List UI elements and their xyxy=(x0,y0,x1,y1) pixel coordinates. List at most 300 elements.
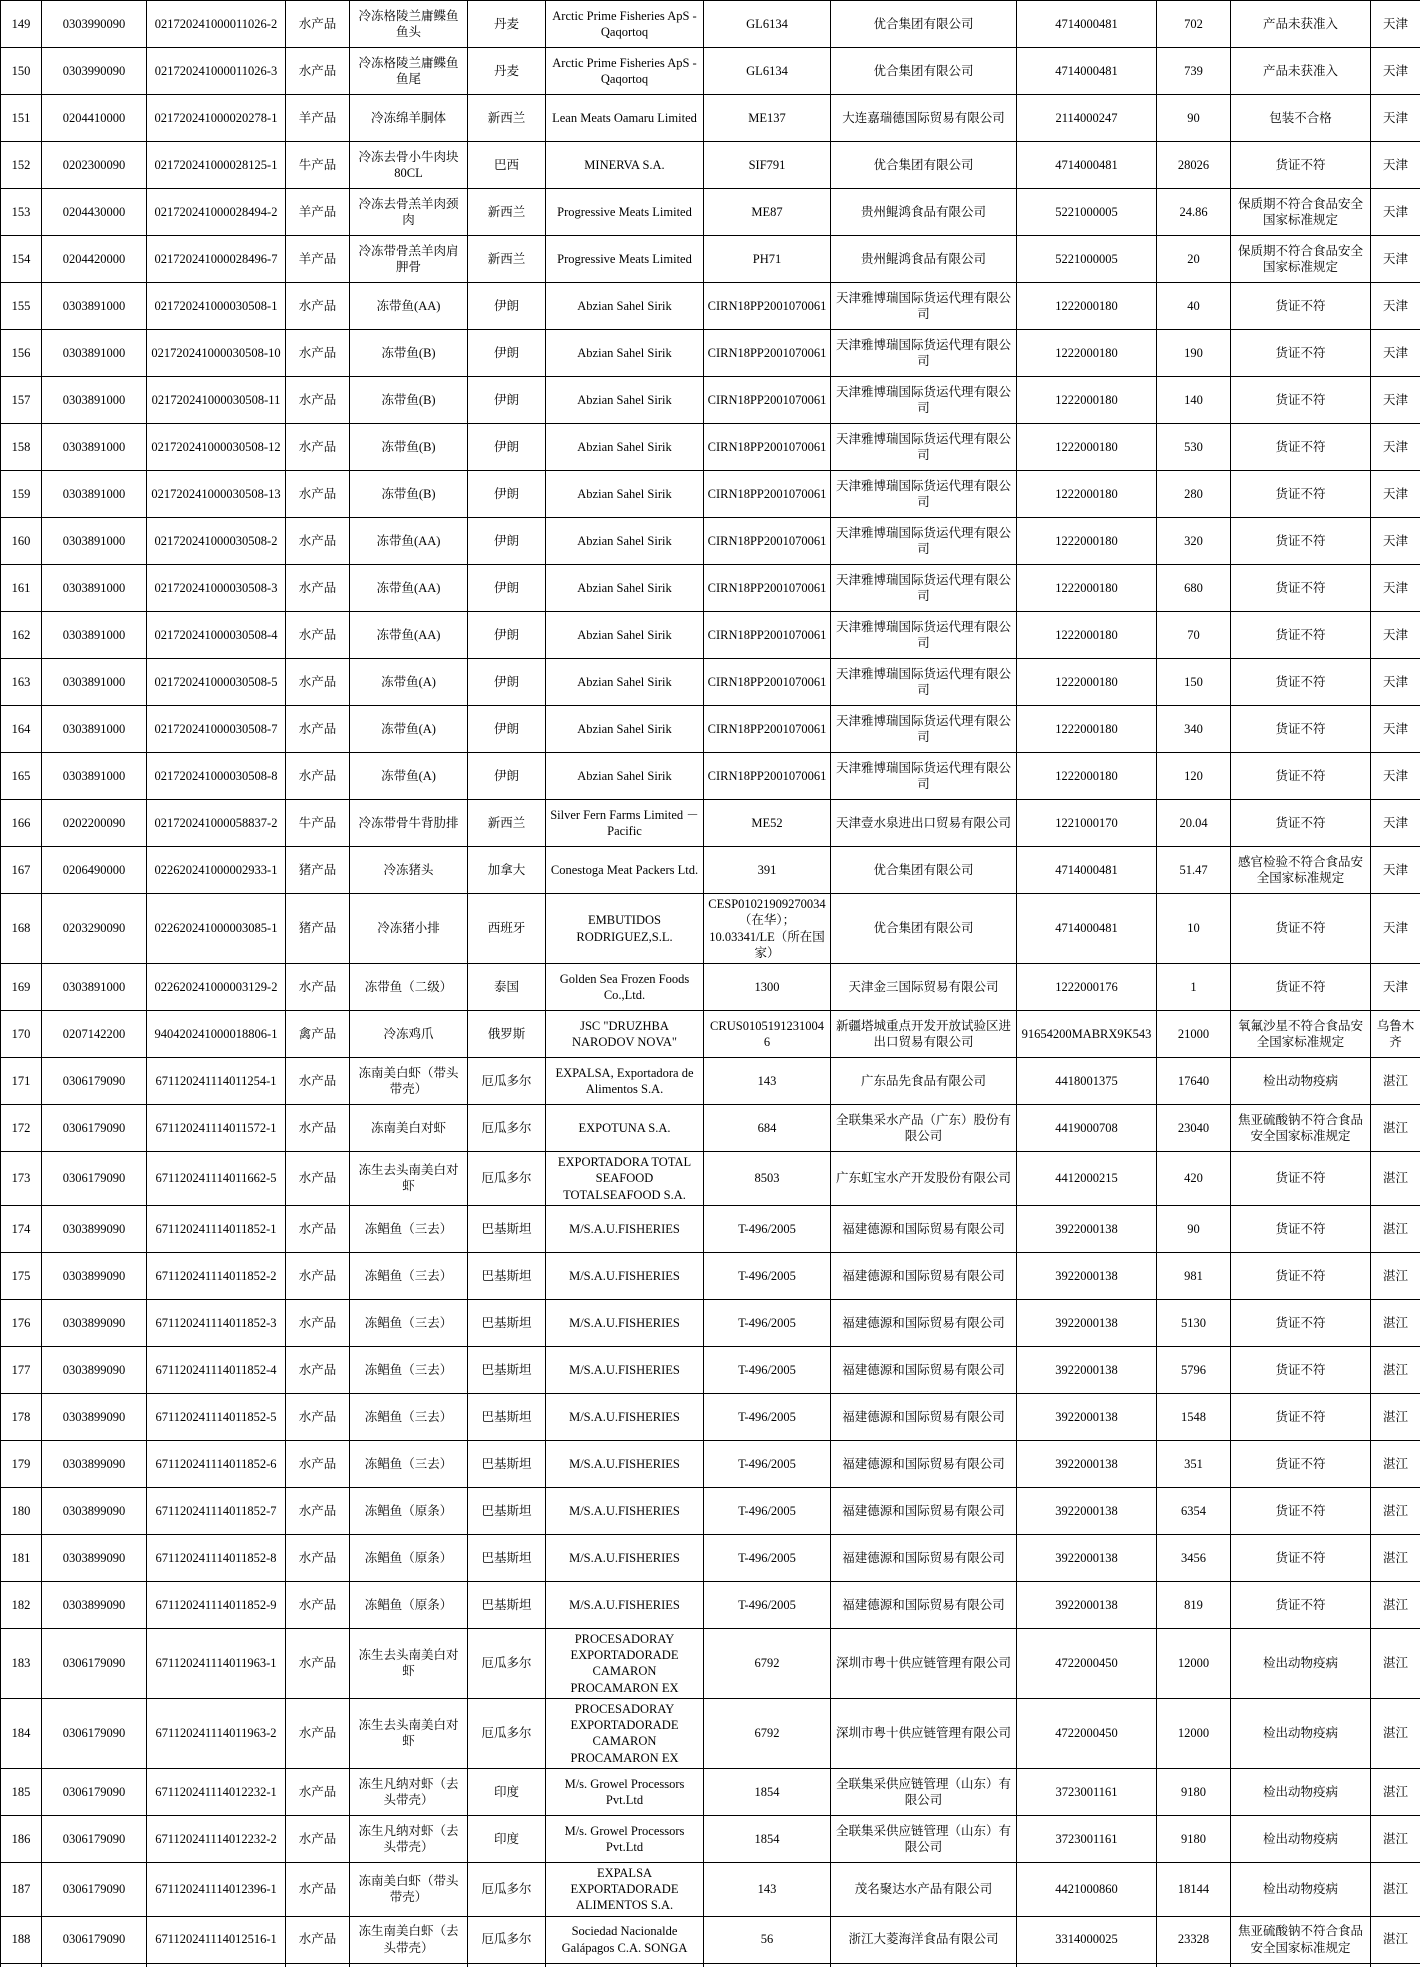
cell-port: 天津 xyxy=(1371,964,1420,1011)
cell-unqualified-reason: 氧氟沙星不符合食品安全国家标准规定 xyxy=(1231,1011,1371,1058)
cell-entry-number: 671120241114011852-7 xyxy=(147,1487,286,1534)
cell-product-name: 冷冻格陵兰庸鲽鱼鱼尾 xyxy=(350,48,468,95)
table-row xyxy=(1,1487,1420,1534)
cell-manufacturer: EXPALSA EXPORTADORADE ALIMENTOS S.A. xyxy=(546,1862,704,1916)
cell-importer-code: 4421000860 xyxy=(1017,1862,1157,1916)
cell-registration-number: CIRN18PP2001070061 xyxy=(704,753,831,800)
cell-hs-code: 0303891000 xyxy=(42,753,147,800)
cell-hs-code: 0303899090 xyxy=(42,1346,147,1393)
cell-quantity: 40 xyxy=(1157,283,1231,330)
cell-manufacturer: Abzian Sahel Sirik xyxy=(546,565,704,612)
cell-entry-number: 671120241114011852-2 xyxy=(147,1252,286,1299)
cell-registration-number: 391 xyxy=(704,847,831,894)
cell-manufacturer: EXPOTUNA S.A. xyxy=(546,1105,704,1152)
cell-importer: 天津雅博瑞国际货运代理有限公司 xyxy=(831,612,1017,659)
cell-hs-code: 0303891000 xyxy=(42,964,147,1011)
cell-origin-country: 印度 xyxy=(468,1815,546,1862)
cell-origin-country: 厄瓜多尔 xyxy=(468,1105,546,1152)
cell-hs-code: 0303891000 xyxy=(42,706,147,753)
cell-product-category: 水产品 xyxy=(286,377,350,424)
cell-row-index: 165 xyxy=(1,753,42,800)
cell-origin-country: 伊朗 xyxy=(468,377,546,424)
cell-row-index: 174 xyxy=(1,1205,42,1252)
cell-product-category: 水产品 xyxy=(286,1105,350,1152)
cell-unqualified-reason: 货证不符 xyxy=(1231,800,1371,847)
cell-registration-number: CESP01021909270034（在华）；10.03341/LE（所在国家） xyxy=(704,894,831,964)
cell-manufacturer: Abzian Sahel Sirik xyxy=(546,612,704,659)
cell-product-category: 禽产品 xyxy=(286,1011,350,1058)
cell-product-category: 羊产品 xyxy=(286,189,350,236)
cell-entry-number: 021720241000030508-5 xyxy=(147,659,286,706)
cell-product-name: 冻鲳鱼（三去） xyxy=(350,1252,468,1299)
cell-manufacturer: Golden Sea Frozen Foods Co.,Ltd. xyxy=(546,964,704,1011)
table-row xyxy=(1,1058,1420,1105)
table-row xyxy=(1,236,1420,283)
cell-quantity: 150 xyxy=(1157,659,1231,706)
cell-origin-country: 伊朗 xyxy=(468,753,546,800)
cell-row-index: 177 xyxy=(1,1346,42,1393)
cell-row-index: 180 xyxy=(1,1487,42,1534)
cell-row-index: 156 xyxy=(1,330,42,377)
cell-registration-number: CIRN18PP2001070061 xyxy=(704,706,831,753)
cell-unqualified-reason: 货证不符 xyxy=(1231,894,1371,964)
cell-registration-number: 1300 xyxy=(704,964,831,1011)
cell-manufacturer: M/S.A.U.FISHERIES xyxy=(546,1581,704,1628)
cell-port: 天津 xyxy=(1371,659,1420,706)
table-row xyxy=(1,95,1420,142)
cell-port: 天津 xyxy=(1371,424,1420,471)
table-row xyxy=(1,1393,1420,1440)
cell-quantity: 280 xyxy=(1157,471,1231,518)
cell-registration-number: ME87 xyxy=(704,189,831,236)
cell-port: 湛江 xyxy=(1371,1628,1420,1698)
cell-product-category: 水产品 xyxy=(286,1205,350,1252)
cell-unqualified-reason: 货证不符 xyxy=(1231,659,1371,706)
cell-product-name: 冻带鱼(B) xyxy=(350,377,468,424)
cell-row-index: 152 xyxy=(1,142,42,189)
cell-unqualified-reason: 货证不符 xyxy=(1231,471,1371,518)
cell-quantity: 12000 xyxy=(1157,1698,1231,1768)
cell-importer: 福建德源和国际贸易有限公司 xyxy=(831,1393,1017,1440)
cell-entry-number: 021720241000030508-1 xyxy=(147,283,286,330)
cell-hs-code: 0303899090 xyxy=(42,1299,147,1346)
cell-hs-code: 0204430000 xyxy=(42,189,147,236)
cell-unqualified-reason: 感官检验不符合食品安全国家标准规定 xyxy=(1231,847,1371,894)
cell-empty xyxy=(1371,1963,1420,1967)
cell-row-index: 169 xyxy=(1,964,42,1011)
cell-origin-country: 厄瓜多尔 xyxy=(468,1152,546,1206)
cell-registration-number: SIF791 xyxy=(704,142,831,189)
cell-importer-code: 3723001161 xyxy=(1017,1768,1157,1815)
cell-port: 湛江 xyxy=(1371,1346,1420,1393)
cell-product-name: 冻生去头南美白对虾 xyxy=(350,1628,468,1698)
cell-quantity: 10 xyxy=(1157,894,1231,964)
cell-product-name: 冷冻猪头 xyxy=(350,847,468,894)
cell-importer-code: 3922000138 xyxy=(1017,1205,1157,1252)
cell-origin-country: 俄罗斯 xyxy=(468,1011,546,1058)
cell-product-name: 冻生去头南美白对虾 xyxy=(350,1698,468,1768)
cell-origin-country: 印度 xyxy=(468,1768,546,1815)
cell-importer-code: 3922000138 xyxy=(1017,1299,1157,1346)
cell-row-index: 176 xyxy=(1,1299,42,1346)
cell-hs-code: 0303891000 xyxy=(42,471,147,518)
table-row xyxy=(1,847,1420,894)
cell-importer: 全联集采水产品（广东）股份有限公司 xyxy=(831,1105,1017,1152)
cell-manufacturer: EXPORTADORA TOTAL SEAFOOD TOTALSEAFOOD S.A. xyxy=(546,1152,704,1206)
table-row xyxy=(1,424,1420,471)
cell-product-name: 冷冻去骨羔羊肉颈肉 xyxy=(350,189,468,236)
cell-manufacturer: MINERVA S.A. xyxy=(546,142,704,189)
table-row xyxy=(1,1698,1420,1768)
cell-hs-code: 0303990090 xyxy=(42,1,147,48)
cell-product-category: 牛产品 xyxy=(286,800,350,847)
cell-registration-number: 56 xyxy=(704,1916,831,1963)
cell-origin-country: 伊朗 xyxy=(468,283,546,330)
cell-registration-number: CIRN18PP2001070061 xyxy=(704,471,831,518)
cell-origin-country: 西班牙 xyxy=(468,894,546,964)
table-row xyxy=(1,377,1420,424)
cell-row-index: 178 xyxy=(1,1393,42,1440)
cell-registration-number: ME137 xyxy=(704,95,831,142)
cell-hs-code: 0303899090 xyxy=(42,1440,147,1487)
cell-entry-number: 671120241114011852-1 xyxy=(147,1205,286,1252)
cell-importer-code: 1221000170 xyxy=(1017,800,1157,847)
cell-product-category: 水产品 xyxy=(286,1152,350,1206)
cell-origin-country: 伊朗 xyxy=(468,471,546,518)
cell-entry-number: 022620241000002933-1 xyxy=(147,847,286,894)
cell-importer-code: 1222000180 xyxy=(1017,612,1157,659)
cell-row-index: 179 xyxy=(1,1440,42,1487)
cell-importer: 福建德源和国际贸易有限公司 xyxy=(831,1252,1017,1299)
cell-manufacturer: Abzian Sahel Sirik xyxy=(546,377,704,424)
cell-port: 天津 xyxy=(1371,565,1420,612)
cell-row-index: 183 xyxy=(1,1628,42,1698)
cell-registration-number: CIRN18PP2001070061 xyxy=(704,518,831,565)
cell-importer-code: 4714000481 xyxy=(1017,142,1157,189)
cell-row-index: 162 xyxy=(1,612,42,659)
cell-manufacturer: Abzian Sahel Sirik xyxy=(546,283,704,330)
cell-origin-country: 巴基斯坦 xyxy=(468,1534,546,1581)
cell-port: 湛江 xyxy=(1371,1768,1420,1815)
cell-product-name: 冻鲳鱼（原条） xyxy=(350,1534,468,1581)
cell-product-category: 猪产品 xyxy=(286,894,350,964)
cell-importer-code: 4722000450 xyxy=(1017,1698,1157,1768)
table-row xyxy=(1,48,1420,95)
cell-registration-number: 8503 xyxy=(704,1152,831,1206)
cell-unqualified-reason: 检出动物疫病 xyxy=(1231,1698,1371,1768)
cell-quantity: 680 xyxy=(1157,565,1231,612)
cell-importer-code: 4722000450 xyxy=(1017,1628,1157,1698)
cell-origin-country: 丹麦 xyxy=(468,1,546,48)
cell-registration-number: 6792 xyxy=(704,1698,831,1768)
cell-hs-code: 0203290090 xyxy=(42,894,147,964)
cell-registration-number: 143 xyxy=(704,1862,831,1916)
cell-entry-number: 021720241000028496-7 xyxy=(147,236,286,283)
cell-entry-number: 021720241000028494-2 xyxy=(147,189,286,236)
cell-product-name: 冷冻格陵兰庸鲽鱼鱼头 xyxy=(350,1,468,48)
cell-manufacturer: M/s. Growel Processors Pvt.Ltd xyxy=(546,1815,704,1862)
cell-importer: 天津雅博瑞国际货运代理有限公司 xyxy=(831,424,1017,471)
cell-empty xyxy=(546,1963,704,1967)
cell-row-index: 160 xyxy=(1,518,42,565)
cell-manufacturer: M/S.A.U.FISHERIES xyxy=(546,1346,704,1393)
cell-origin-country: 厄瓜多尔 xyxy=(468,1628,546,1698)
table-row xyxy=(1,800,1420,847)
cell-unqualified-reason: 货证不符 xyxy=(1231,1152,1371,1206)
cell-importer-code: 1222000180 xyxy=(1017,518,1157,565)
cell-manufacturer: EMBUTIDOS RODRIGUEZ,S.L. xyxy=(546,894,704,964)
cell-unqualified-reason: 货证不符 xyxy=(1231,1487,1371,1534)
cell-hs-code: 0303990090 xyxy=(42,48,147,95)
cell-row-index: 186 xyxy=(1,1815,42,1862)
cell-product-category: 水产品 xyxy=(286,1299,350,1346)
cell-unqualified-reason: 保质期不符合食品安全国家标准规定 xyxy=(1231,189,1371,236)
cell-importer-code: 2114000247 xyxy=(1017,95,1157,142)
cell-port: 天津 xyxy=(1371,612,1420,659)
cell-product-category: 水产品 xyxy=(286,706,350,753)
cell-unqualified-reason: 检出动物疫病 xyxy=(1231,1768,1371,1815)
cell-quantity: 420 xyxy=(1157,1152,1231,1206)
cell-empty xyxy=(286,1963,350,1967)
cell-importer-code: 1222000180 xyxy=(1017,659,1157,706)
table-row xyxy=(1,1152,1420,1206)
cell-product-category: 水产品 xyxy=(286,659,350,706)
cell-unqualified-reason: 产品未获准入 xyxy=(1231,1,1371,48)
cell-product-name: 冻鲳鱼（三去） xyxy=(350,1393,468,1440)
cell-row-index: 184 xyxy=(1,1698,42,1768)
cell-product-name: 冻带鱼(A) xyxy=(350,753,468,800)
cell-importer-code: 4714000481 xyxy=(1017,1,1157,48)
cell-quantity: 28026 xyxy=(1157,142,1231,189)
cell-row-index: 167 xyxy=(1,847,42,894)
cell-importer-code: 4714000481 xyxy=(1017,847,1157,894)
cell-port: 湛江 xyxy=(1371,1058,1420,1105)
cell-port: 乌鲁木齐 xyxy=(1371,1011,1420,1058)
cell-hs-code: 0306179090 xyxy=(42,1862,147,1916)
cell-hs-code: 0303891000 xyxy=(42,565,147,612)
cell-port: 湛江 xyxy=(1371,1440,1420,1487)
table-row xyxy=(1,894,1420,964)
cell-product-name: 冻南美白虾（带头带壳） xyxy=(350,1058,468,1105)
cell-importer-code: 3922000138 xyxy=(1017,1393,1157,1440)
cell-origin-country: 巴基斯坦 xyxy=(468,1393,546,1440)
cell-importer: 天津壹水泉进出口贸易有限公司 xyxy=(831,800,1017,847)
cell-unqualified-reason: 货证不符 xyxy=(1231,330,1371,377)
cell-entry-number: 021720241000030508-11 xyxy=(147,377,286,424)
cell-importer: 广东虹宝水产开发股份有限公司 xyxy=(831,1152,1017,1206)
cell-origin-country: 巴基斯坦 xyxy=(468,1346,546,1393)
cell-unqualified-reason: 货证不符 xyxy=(1231,706,1371,753)
cell-hs-code: 0303891000 xyxy=(42,424,147,471)
cell-unqualified-reason: 货证不符 xyxy=(1231,424,1371,471)
cell-product-category: 水产品 xyxy=(286,1346,350,1393)
cell-row-index: 185 xyxy=(1,1768,42,1815)
cell-product-name: 冻南美白虾（带头带壳） xyxy=(350,1862,468,1916)
partial-cropped-row xyxy=(1,1963,1420,1967)
cell-port: 天津 xyxy=(1371,706,1420,753)
table-row xyxy=(1,1815,1420,1862)
cell-entry-number: 671120241114011254-1 xyxy=(147,1058,286,1105)
cell-importer: 全联集采供应链管理（山东）有限公司 xyxy=(831,1815,1017,1862)
table-row xyxy=(1,706,1420,753)
cell-importer-code: 1222000180 xyxy=(1017,565,1157,612)
cell-registration-number: PH71 xyxy=(704,236,831,283)
cell-hs-code: 0202200090 xyxy=(42,800,147,847)
cell-entry-number: 671120241114011572-1 xyxy=(147,1105,286,1152)
cell-importer-code: 4412000215 xyxy=(1017,1152,1157,1206)
cell-manufacturer: Lean Meats Oamaru Limited xyxy=(546,95,704,142)
cell-port: 天津 xyxy=(1371,847,1420,894)
cell-unqualified-reason: 货证不符 xyxy=(1231,565,1371,612)
cell-port: 天津 xyxy=(1371,48,1420,95)
cell-manufacturer: Abzian Sahel Sirik xyxy=(546,330,704,377)
cell-quantity: 20 xyxy=(1157,236,1231,283)
cell-port: 天津 xyxy=(1371,95,1420,142)
cell-importer: 深圳市粤十供应链管理有限公司 xyxy=(831,1698,1017,1768)
cell-product-category: 水产品 xyxy=(286,1440,350,1487)
cell-hs-code: 0303899090 xyxy=(42,1487,147,1534)
cell-registration-number: 143 xyxy=(704,1058,831,1105)
cell-registration-number: CIRN18PP2001070061 xyxy=(704,612,831,659)
cell-row-index: 168 xyxy=(1,894,42,964)
cell-port: 湛江 xyxy=(1371,1252,1420,1299)
cell-port: 湛江 xyxy=(1371,1487,1420,1534)
cell-manufacturer: Abzian Sahel Sirik xyxy=(546,424,704,471)
cell-registration-number: T-496/2005 xyxy=(704,1440,831,1487)
cell-hs-code: 0303899090 xyxy=(42,1393,147,1440)
cell-row-index: 166 xyxy=(1,800,42,847)
cell-row-index: 155 xyxy=(1,283,42,330)
cell-unqualified-reason: 货证不符 xyxy=(1231,1299,1371,1346)
cell-port: 天津 xyxy=(1371,236,1420,283)
cell-quantity: 530 xyxy=(1157,424,1231,471)
cell-entry-number: 021720241000058837-2 xyxy=(147,800,286,847)
cell-importer-code: 1222000180 xyxy=(1017,283,1157,330)
cell-importer: 优合集团有限公司 xyxy=(831,48,1017,95)
cell-empty xyxy=(1231,1963,1371,1967)
cell-importer-code: 1222000180 xyxy=(1017,424,1157,471)
cell-importer-code: 1222000180 xyxy=(1017,471,1157,518)
cell-origin-country: 巴基斯坦 xyxy=(468,1252,546,1299)
cell-registration-number: 6792 xyxy=(704,1628,831,1698)
cell-hs-code: 0306179090 xyxy=(42,1628,147,1698)
cell-row-index: 188 xyxy=(1,1916,42,1963)
cell-product-name: 冻带鱼(B) xyxy=(350,424,468,471)
cell-entry-number: 671120241114011963-2 xyxy=(147,1698,286,1768)
cell-product-category: 水产品 xyxy=(286,1698,350,1768)
cell-unqualified-reason: 货证不符 xyxy=(1231,1534,1371,1581)
cell-row-index: 175 xyxy=(1,1252,42,1299)
cell-importer: 优合集团有限公司 xyxy=(831,847,1017,894)
cell-entry-number: 671120241114011852-9 xyxy=(147,1581,286,1628)
cell-registration-number: GL6134 xyxy=(704,48,831,95)
table-row xyxy=(1,1768,1420,1815)
cell-origin-country: 伊朗 xyxy=(468,518,546,565)
cell-importer: 天津雅博瑞国际货运代理有限公司 xyxy=(831,471,1017,518)
cell-manufacturer: M/s. Growel Processors Pvt.Ltd xyxy=(546,1768,704,1815)
cell-unqualified-reason: 货证不符 xyxy=(1231,753,1371,800)
cell-hs-code: 0306179090 xyxy=(42,1058,147,1105)
cell-port: 湛江 xyxy=(1371,1916,1420,1963)
cell-product-name: 冻生去头南美白对虾 xyxy=(350,1152,468,1206)
cell-origin-country: 伊朗 xyxy=(468,330,546,377)
cell-importer: 优合集团有限公司 xyxy=(831,142,1017,189)
cell-registration-number: CIRN18PP2001070061 xyxy=(704,330,831,377)
cell-importer: 新疆塔城重点开发开放试验区进出口贸易有限公司 xyxy=(831,1011,1017,1058)
cell-quantity: 24.86 xyxy=(1157,189,1231,236)
cell-unqualified-reason: 检出动物疫病 xyxy=(1231,1628,1371,1698)
cell-unqualified-reason: 货证不符 xyxy=(1231,377,1371,424)
cell-entry-number: 671120241114011852-5 xyxy=(147,1393,286,1440)
cell-hs-code: 0306179090 xyxy=(42,1698,147,1768)
cell-row-index: 173 xyxy=(1,1152,42,1206)
cell-importer: 天津雅博瑞国际货运代理有限公司 xyxy=(831,518,1017,565)
cell-registration-number: T-496/2005 xyxy=(704,1393,831,1440)
cell-unqualified-reason: 货证不符 xyxy=(1231,612,1371,659)
cell-port: 湛江 xyxy=(1371,1105,1420,1152)
cell-entry-number: 021720241000030508-3 xyxy=(147,565,286,612)
cell-product-category: 水产品 xyxy=(286,1058,350,1105)
cell-importer-code: 1222000180 xyxy=(1017,706,1157,753)
cell-origin-country: 伊朗 xyxy=(468,424,546,471)
cell-importer-code: 5221000005 xyxy=(1017,189,1157,236)
cell-registration-number: CIRN18PP2001070061 xyxy=(704,659,831,706)
cell-unqualified-reason: 检出动物疫病 xyxy=(1231,1862,1371,1916)
cell-importer: 福建德源和国际贸易有限公司 xyxy=(831,1440,1017,1487)
cell-hs-code: 0204410000 xyxy=(42,95,147,142)
cell-product-category: 水产品 xyxy=(286,330,350,377)
cell-manufacturer: PROCESADORAY EXPORTADORADE CAMARON PROCAMARON EX xyxy=(546,1628,704,1698)
cell-product-category: 猪产品 xyxy=(286,847,350,894)
cell-quantity: 21000 xyxy=(1157,1011,1231,1058)
cell-product-category: 水产品 xyxy=(286,565,350,612)
cell-unqualified-reason: 货证不符 xyxy=(1231,518,1371,565)
cell-port: 天津 xyxy=(1371,800,1420,847)
cell-origin-country: 厄瓜多尔 xyxy=(468,1862,546,1916)
cell-product-category: 水产品 xyxy=(286,1,350,48)
cell-importer-code: 3723001161 xyxy=(1017,1815,1157,1862)
cell-quantity: 320 xyxy=(1157,518,1231,565)
cell-origin-country: 新西兰 xyxy=(468,189,546,236)
table-row xyxy=(1,753,1420,800)
cell-hs-code: 0207142200 xyxy=(42,1011,147,1058)
cell-manufacturer: Abzian Sahel Sirik xyxy=(546,753,704,800)
cell-unqualified-reason: 货证不符 xyxy=(1231,964,1371,1011)
cell-quantity: 5130 xyxy=(1157,1299,1231,1346)
cell-product-category: 羊产品 xyxy=(286,236,350,283)
cell-entry-number: 671120241114012516-1 xyxy=(147,1916,286,1963)
cell-hs-code: 0303899090 xyxy=(42,1205,147,1252)
cell-quantity: 140 xyxy=(1157,377,1231,424)
cell-importer: 天津雅博瑞国际货运代理有限公司 xyxy=(831,659,1017,706)
table-row xyxy=(1,565,1420,612)
cell-quantity: 340 xyxy=(1157,706,1231,753)
cell-entry-number: 021720241000030508-4 xyxy=(147,612,286,659)
cell-manufacturer: Sociedad Nacionalde Galápagos C.A. SONGA xyxy=(546,1916,704,1963)
cell-quantity: 9180 xyxy=(1157,1768,1231,1815)
table-row xyxy=(1,1205,1420,1252)
cell-manufacturer: Conestoga Meat Packers Ltd. xyxy=(546,847,704,894)
cell-product-name: 冻带鱼(B) xyxy=(350,471,468,518)
cell-port: 天津 xyxy=(1371,330,1420,377)
cell-product-name: 冻鲳鱼（三去） xyxy=(350,1205,468,1252)
cell-importer-code: 5221000005 xyxy=(1017,236,1157,283)
cell-row-index: 154 xyxy=(1,236,42,283)
cell-product-category: 水产品 xyxy=(286,964,350,1011)
cell-unqualified-reason: 产品未获准入 xyxy=(1231,48,1371,95)
cell-product-name: 冻鲳鱼（原条） xyxy=(350,1487,468,1534)
cell-importer-code: 4419000708 xyxy=(1017,1105,1157,1152)
